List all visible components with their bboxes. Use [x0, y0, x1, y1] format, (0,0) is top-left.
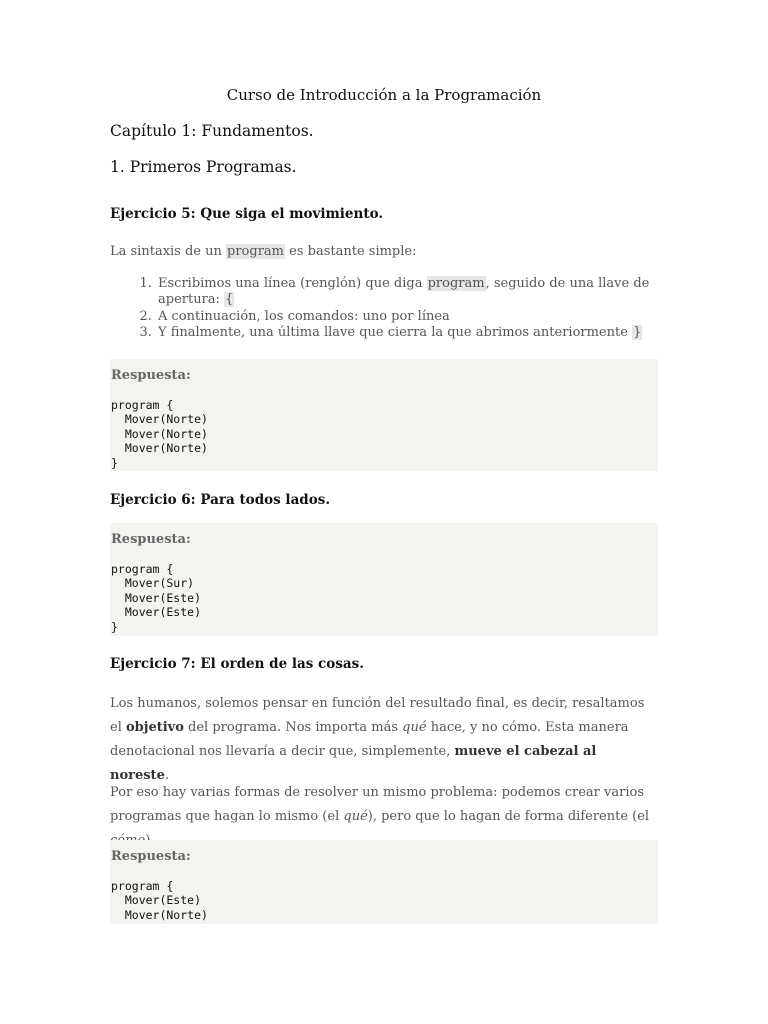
exercise-7-paragraph-1: Los humanos, solemos pensar en función del resultado final, es decir, resaltamos el objetivo del programa. Nos importa más qué hace, y no cómo. Esta manera denotacional nos llevaría a decir que, simplemente, mueve el cabezal al noreste. — [110, 696, 645, 783]
list-item: 3. Y finalmente, una última llave que cierra la que abrimos anteriormente } — [156, 325, 704, 341]
section-heading: 1. Primeros Programas. — [110, 158, 297, 176]
answer-block — [110, 840, 658, 924]
list-item: 2. A continuación, los comandos: uno por línea — [156, 309, 704, 325]
intro-text: La sintaxis de un — [110, 244, 227, 259]
exercise-7-title: Ejercicio 7: El orden de las cosas. — [110, 656, 364, 672]
keyword-program: program — [427, 276, 485, 291]
answer-label: Respuesta: — [111, 849, 191, 864]
open-brace: { — [225, 292, 234, 308]
code-block: program { Mover(Norte) Mover(Norte) Mover(Norte) } — [111, 398, 208, 470]
code-block: program { Mover(Este) Mover(Norte) — [111, 879, 208, 922]
keyword-program: program — [227, 244, 284, 259]
answer-block — [110, 523, 658, 636]
exercise-5-intro — [110, 240, 658, 264]
close-brace: } — [633, 324, 642, 340]
italic-text: qué — [402, 720, 427, 735]
exercise-5-title: Ejercicio 5: Que siga el movimiento. — [110, 206, 384, 222]
code-block: program { Mover(Sur) Mover(Este) Mover(Este) } — [111, 562, 202, 634]
document-title: Curso de Introducción a la Programación — [226, 86, 542, 104]
intro-text: es bastante simple: — [285, 244, 417, 259]
exercise-6-title: Ejercicio 6: Para todos lados. — [110, 492, 331, 508]
list-item: 1. Escribimos una línea (renglón) que diga program, seguido de una llave de apertura: { — [156, 276, 704, 309]
answer-block — [110, 359, 658, 471]
syntax-steps-list — [110, 276, 704, 341]
bold-text: objetivo — [125, 720, 184, 735]
chapter-heading: Capítulo 1: Fundamentos. — [110, 122, 314, 140]
exercise-7-paragraph-2: Por eso hay varias formas de resolver un mismo problema: podemos crear varios programas que hagan lo mismo (el qué), pero que lo hagan de forma diferente (el — [110, 781, 658, 853]
answer-label: Respuesta: — [111, 368, 191, 383]
answer-label: Respuesta: — [111, 532, 191, 547]
italic-text: qué — [343, 809, 368, 824]
bold-text: mueve el cabezal al noreste — [110, 744, 597, 783]
